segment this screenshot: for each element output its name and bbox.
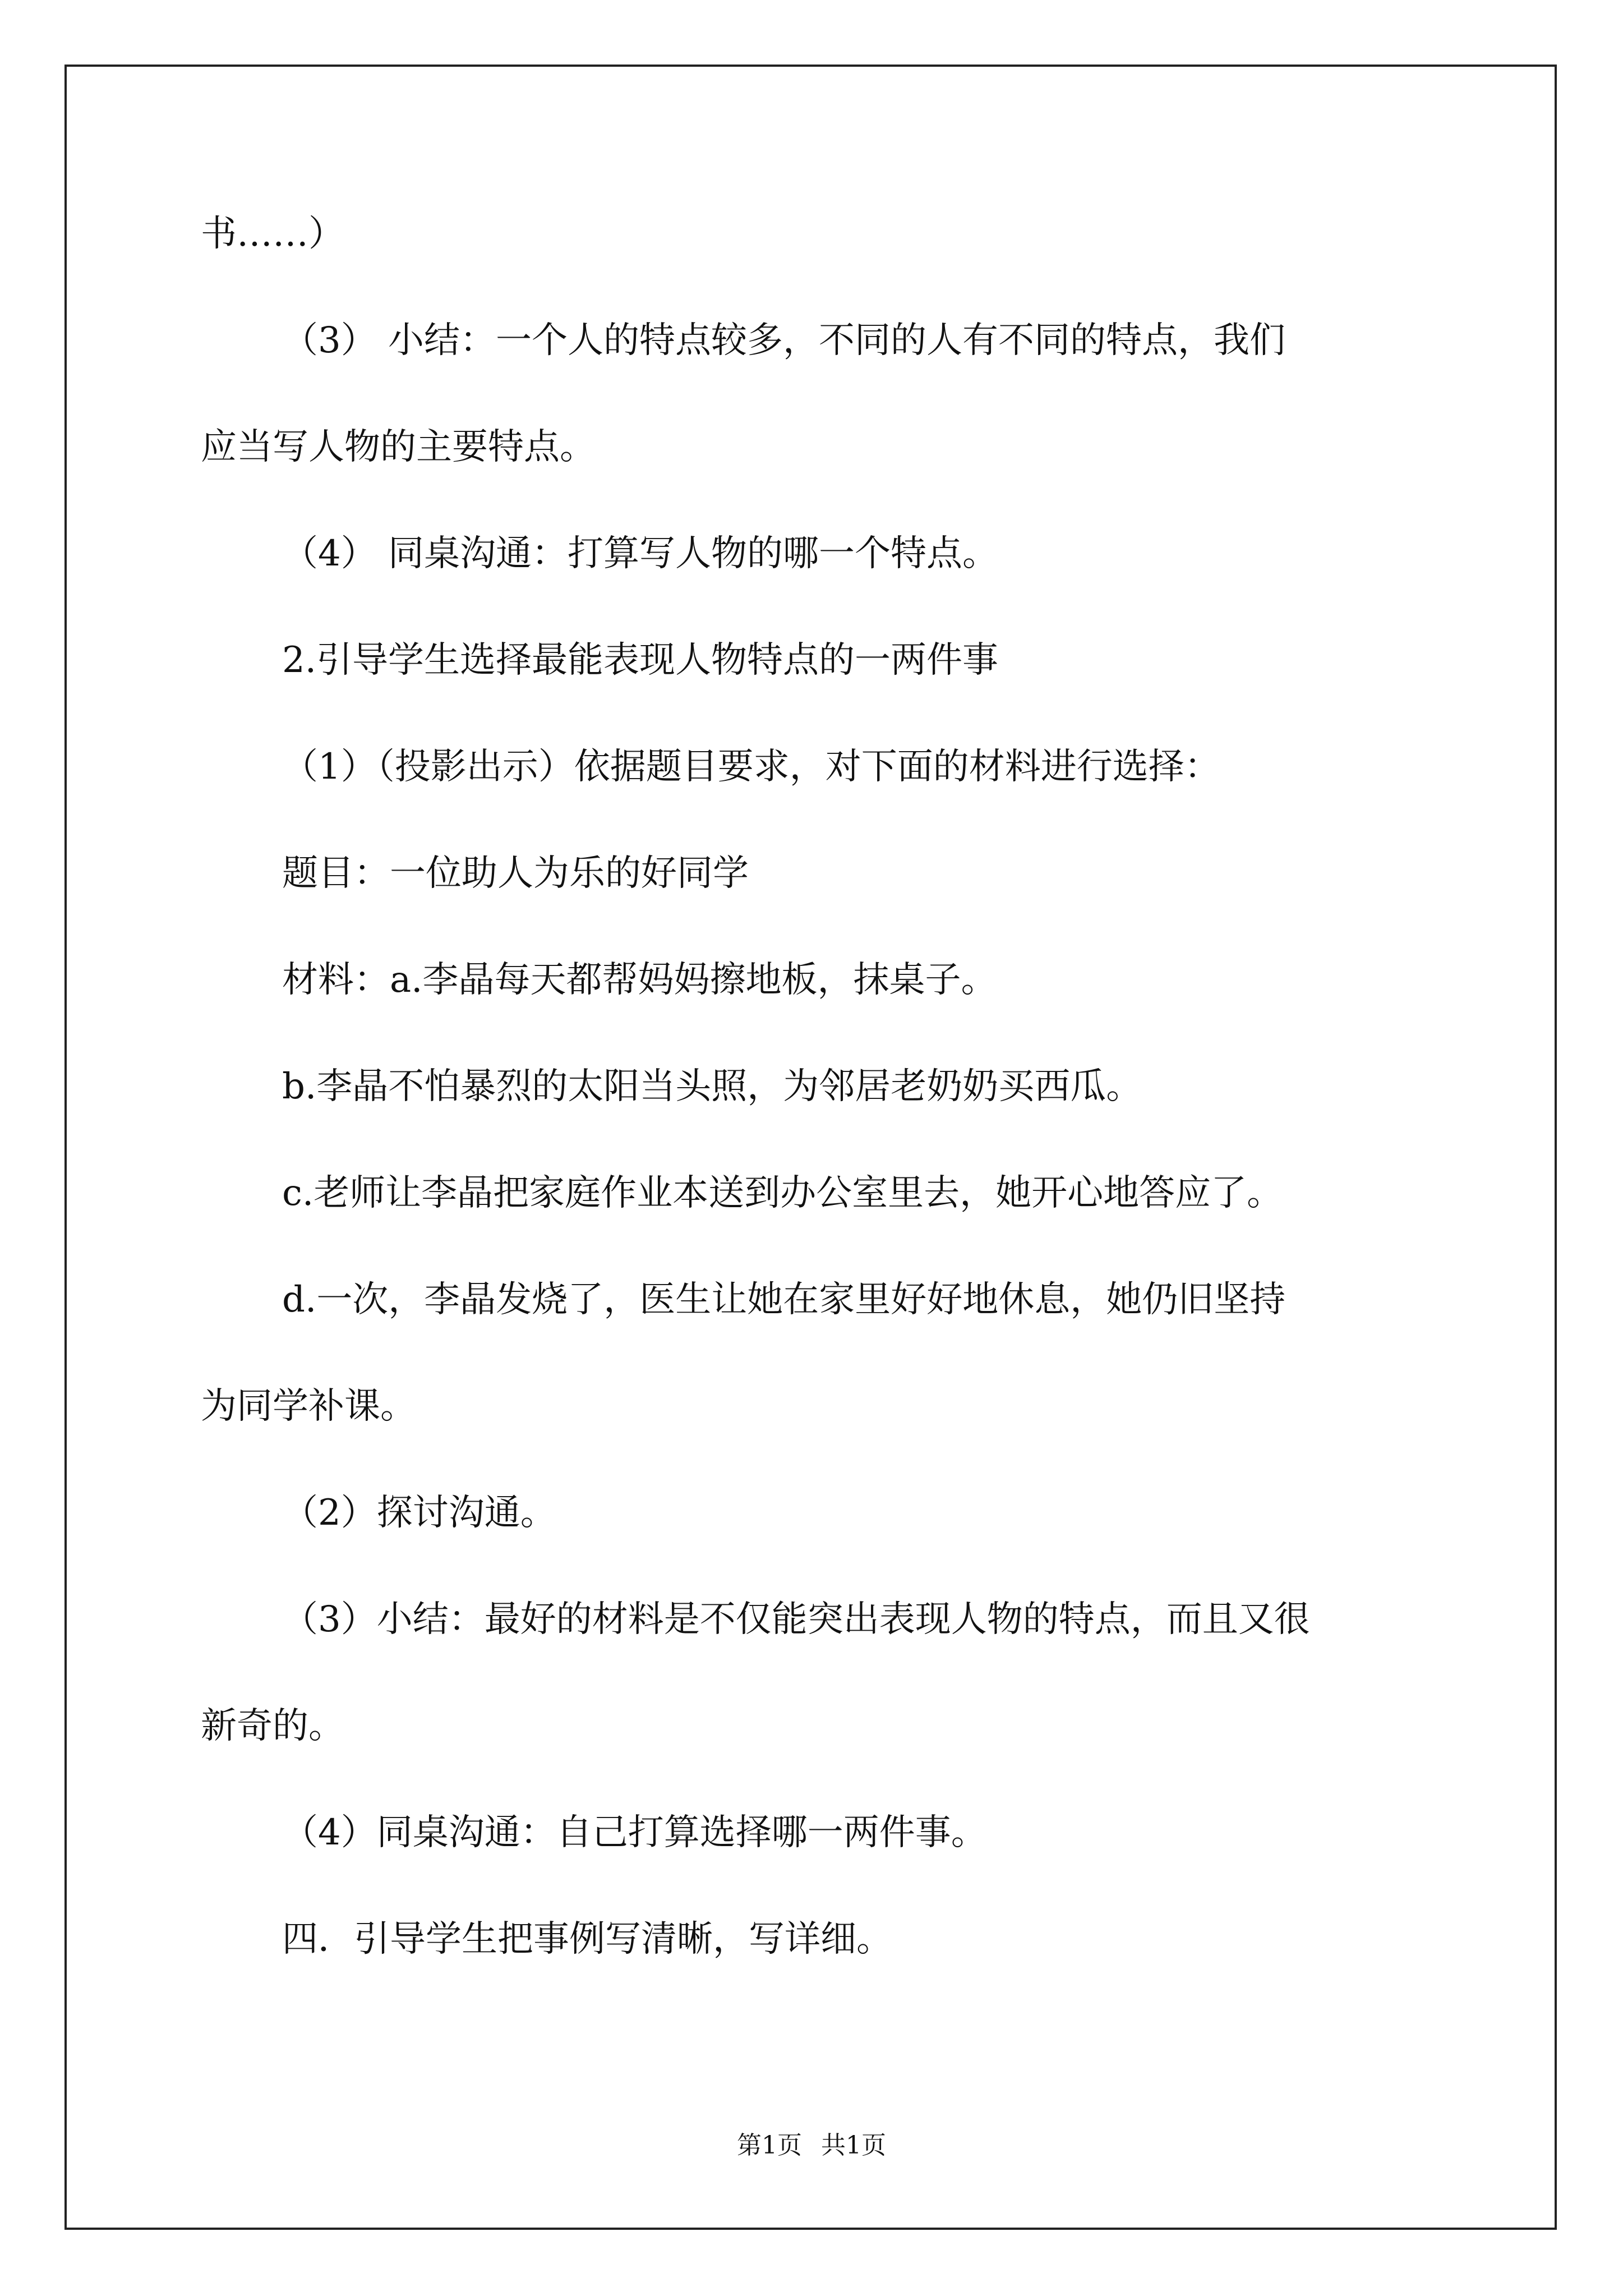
paragraph-line: 为同学补课。 bbox=[201, 1386, 416, 1427]
paragraph-line: 四．引导学生把事例写清晰，写详细。 bbox=[282, 1918, 892, 1960]
paragraph-line: （3） 小结：一个人的特点较多，不同的人有不同的特点，我们 bbox=[282, 320, 1286, 361]
paragraph-line: （4） 同桌沟通：打算写人物的哪一个特点。 bbox=[282, 533, 999, 574]
paragraph-line: 题目：一位助人为乐的好同学 bbox=[282, 853, 749, 894]
paragraph-line: （4）同桌沟通：自己打算选择哪一两件事。 bbox=[282, 1812, 987, 1853]
paragraph-line: （2）探讨沟通。 bbox=[282, 1492, 556, 1534]
page-footer bbox=[0, 2132, 1623, 2160]
page-border bbox=[64, 65, 1557, 2230]
page-number-total: 共1页 bbox=[821, 2131, 886, 2160]
paragraph-line: d.一次，李晶发烧了，医生让她在家里好好地休息，她仍旧坚持 bbox=[282, 1279, 1286, 1320]
paragraph-line: b.李晶不怕暴烈的太阳当头照，为邻居老奶奶买西瓜。 bbox=[282, 1066, 1142, 1107]
paragraph-line: 新奇的。 bbox=[201, 1705, 344, 1747]
page-number-current: 第1页 bbox=[737, 2131, 802, 2160]
paragraph-line: c.老师让李晶把家庭作业本送到办公室里去，她开心地答应了。 bbox=[282, 1172, 1283, 1214]
paragraph-line: 书……） bbox=[201, 213, 344, 255]
paragraph-line: 材料：a.李晶每天都帮妈妈擦地板，抹桌子。 bbox=[282, 959, 997, 1001]
paragraph-line: 2.引导学生选择最能表现人物特点的一两件事 bbox=[282, 639, 999, 681]
paragraph-line: （1）（投影出示）依据题目要求，对下面的材料进行选择： bbox=[282, 746, 1220, 788]
paragraph-line: （3）小结：最好的材料是不仅能突出表现人物的特点，而且又很 bbox=[282, 1599, 1310, 1640]
paragraph-line: 应当写人物的主要特点。 bbox=[201, 426, 596, 468]
